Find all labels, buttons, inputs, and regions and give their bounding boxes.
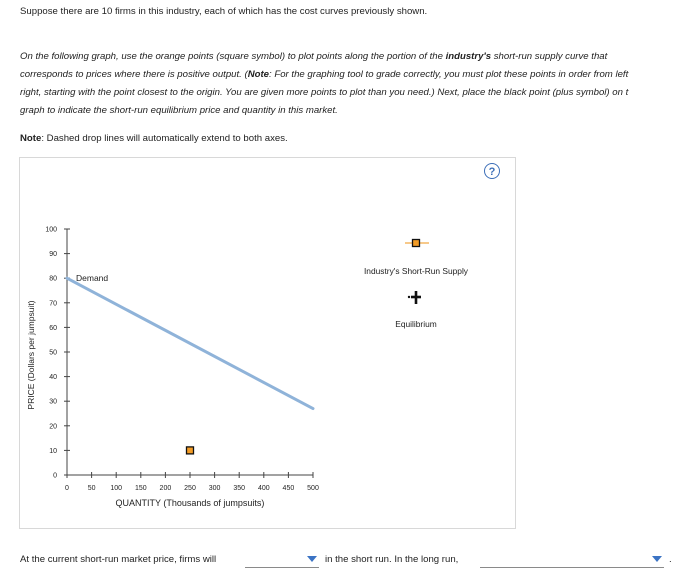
y-tick-label: 70 — [49, 300, 57, 308]
x-tick-label: 200 — [159, 485, 172, 492]
legend-equilibrium-label: Equilibrium — [395, 319, 437, 329]
help-icon[interactable]: ? — [484, 163, 500, 179]
x-tick-label: 100 — [110, 485, 123, 492]
legend-equilibrium-tool[interactable] — [408, 291, 421, 304]
x-tick-label: 300 — [208, 485, 221, 492]
x-tick-label: 450 — [282, 485, 295, 492]
chevron-down-icon — [652, 556, 662, 562]
y-tick-label: 60 — [49, 324, 57, 332]
legend-supply-label: Industry's Short-Run Supply — [363, 266, 469, 276]
y-tick-label: 90 — [49, 251, 57, 259]
y-tick-label: 50 — [49, 349, 57, 357]
x-tick-label: 50 — [87, 485, 96, 492]
demand-curve-label: Demand — [76, 273, 109, 284]
note-text: Note: Dashed drop lines will automatically extend to both axes. — [20, 133, 288, 144]
bottom-text-3: . — [669, 554, 672, 565]
y-tick-label: 20 — [49, 423, 57, 431]
long-run-dropdown[interactable] — [480, 551, 664, 568]
y-tick-label: 80 — [49, 275, 57, 283]
chart-axes — [67, 229, 313, 475]
y-tick-label: 0 — [53, 472, 57, 480]
bottom-text-2: in the short run. In the long run, — [325, 554, 459, 565]
y-tick-label: 100 — [45, 226, 57, 234]
legend-equilibrium-dot — [408, 296, 410, 298]
supply-point-marker — [187, 447, 194, 454]
y-tick-label: 40 — [49, 374, 57, 382]
y-axis-label: PRICE (Dollars per jumpsuit) — [26, 300, 36, 410]
short-run-dropdown[interactable] — [245, 551, 319, 568]
x-tick-label: 150 — [134, 485, 147, 492]
legend-supply-marker[interactable] — [413, 240, 420, 247]
instruction-line-1: On the following graph, use the orange points (square symbol) to plot points along the portion of the industry's short-run supply curve that — [20, 51, 608, 62]
x-tick-label: 500 — [307, 485, 319, 492]
x-tick-label: 400 — [257, 485, 270, 492]
demand-curve — [67, 278, 313, 408]
x-tick-label: 350 — [233, 485, 246, 492]
bottom-text-1: At the current short-run market price, firms will — [20, 554, 217, 565]
chart-series — [67, 273, 313, 408]
x-tick-label: 0 — [65, 485, 69, 492]
chart-points — [187, 447, 194, 454]
y-tick-label: 30 — [49, 398, 57, 406]
legend-supply-tool[interactable] — [405, 240, 429, 247]
instruction-line-4: graph to indicate the short-run equilibrium price and quantity in this market. — [20, 105, 338, 116]
chevron-down-icon — [307, 556, 317, 562]
chart-ticks — [45, 227, 319, 493]
instruction-line-2: corresponds to prices where there is positive output. (Note: For the graphing tool to grade correctly, you must plot these points in order from left — [20, 69, 629, 80]
x-axis-label: QUANTITY (Thousands of jumpsuits) — [115, 498, 265, 508]
x-tick-label: 250 — [184, 485, 196, 492]
y-tick-label: 10 — [49, 447, 57, 455]
instruction-line-3: right, starting with the point closest to the origin. You are given more points to plot than you need.) Next, place the black point (plus symbol) on t — [20, 87, 629, 98]
intro-text: Suppose there are 10 firms in this industry, each of which has the cost curves previously shown. — [20, 6, 428, 17]
